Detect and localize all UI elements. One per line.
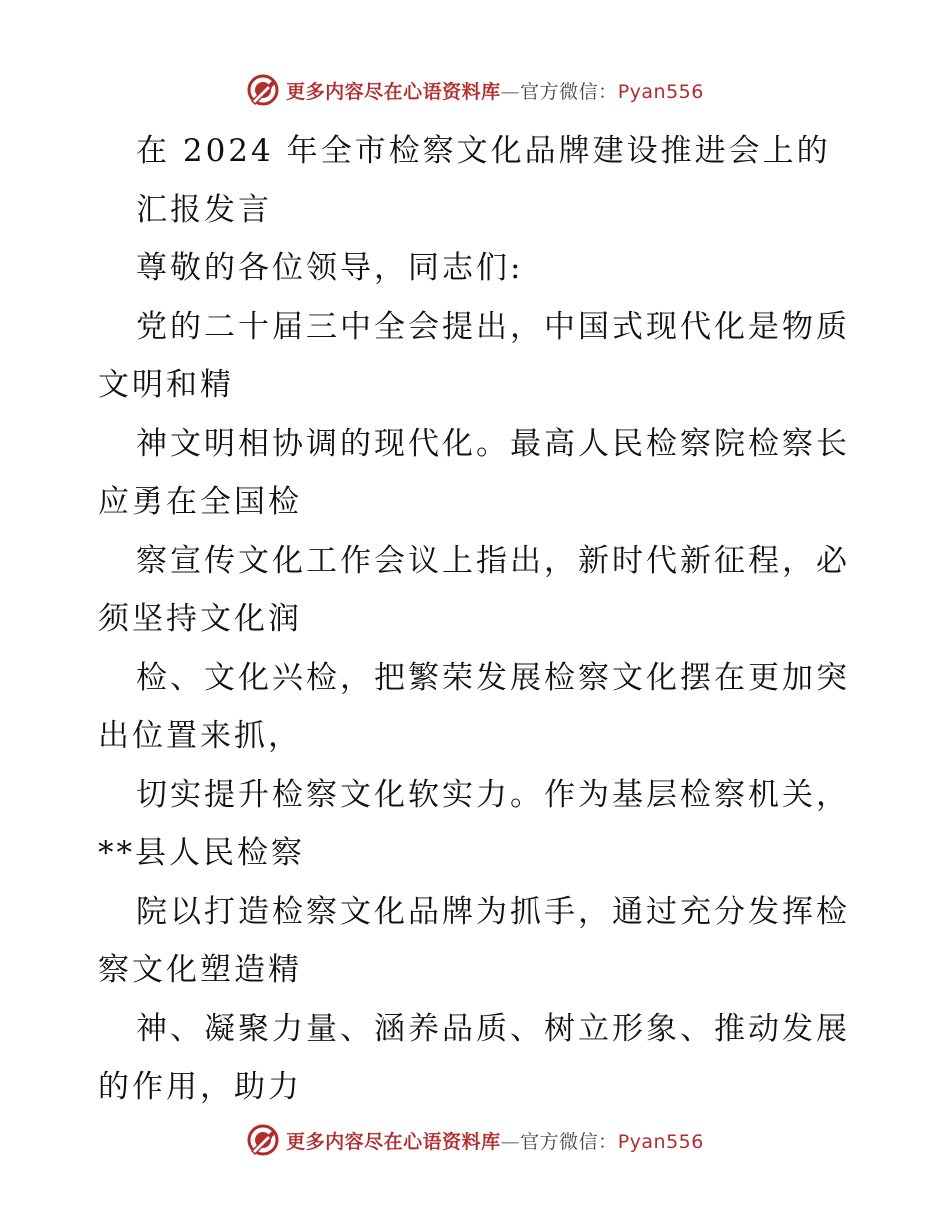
header-banner bbox=[0, 70, 950, 110]
document-body bbox=[98, 122, 868, 1117]
text-line: 尊敬的各位领导，同志们: bbox=[136, 250, 524, 286]
banner-text: 更多内容尽在心语资料库—官方微信：Pyan556 bbox=[286, 1130, 704, 1153]
text-line: 党的二十届三中全会提出，中国式现代化是物质 bbox=[136, 308, 850, 345]
footer-banner bbox=[0, 1120, 950, 1160]
text-line: **县人民检察 bbox=[98, 835, 305, 871]
text-line: 汇报发言 bbox=[136, 191, 272, 228]
pen-seal-logo-icon bbox=[246, 73, 280, 107]
text-line: 切实提升检察文化软实力。作为基层检察机关， bbox=[136, 776, 850, 813]
text-line: 察文化塑造精 bbox=[98, 952, 302, 988]
text-line: 神文明相协调的现代化。最高人民检察院检察长 bbox=[136, 425, 850, 462]
text-line: 察宣传文化工作会议上指出，新时代新征程，必 bbox=[136, 542, 850, 579]
text-line: 文明和精 bbox=[98, 367, 234, 403]
text-line: 在 2024 年全市检察文化品牌建设推进会上的 bbox=[136, 133, 831, 169]
text-line: 的作用，助力 bbox=[98, 1069, 302, 1105]
text-line: 出位置来抓， bbox=[98, 718, 302, 754]
banner-text: 更多内容尽在心语资料库—官方微信：Pyan556 bbox=[286, 80, 704, 103]
pen-seal-logo-icon bbox=[246, 1123, 280, 1157]
text-line: 院以打造检察文化品牌为抓手，通过充分发挥检 bbox=[136, 893, 850, 930]
text-line: 神、凝聚力量、涵养品质、树立形象、推动发展 bbox=[136, 1010, 850, 1047]
text-line: 须坚持文化润 bbox=[98, 601, 302, 637]
text-line: 应勇在全国检 bbox=[98, 484, 302, 520]
text-line: 检、文化兴检，把繁荣发展检察文化摆在更加突 bbox=[136, 659, 850, 696]
